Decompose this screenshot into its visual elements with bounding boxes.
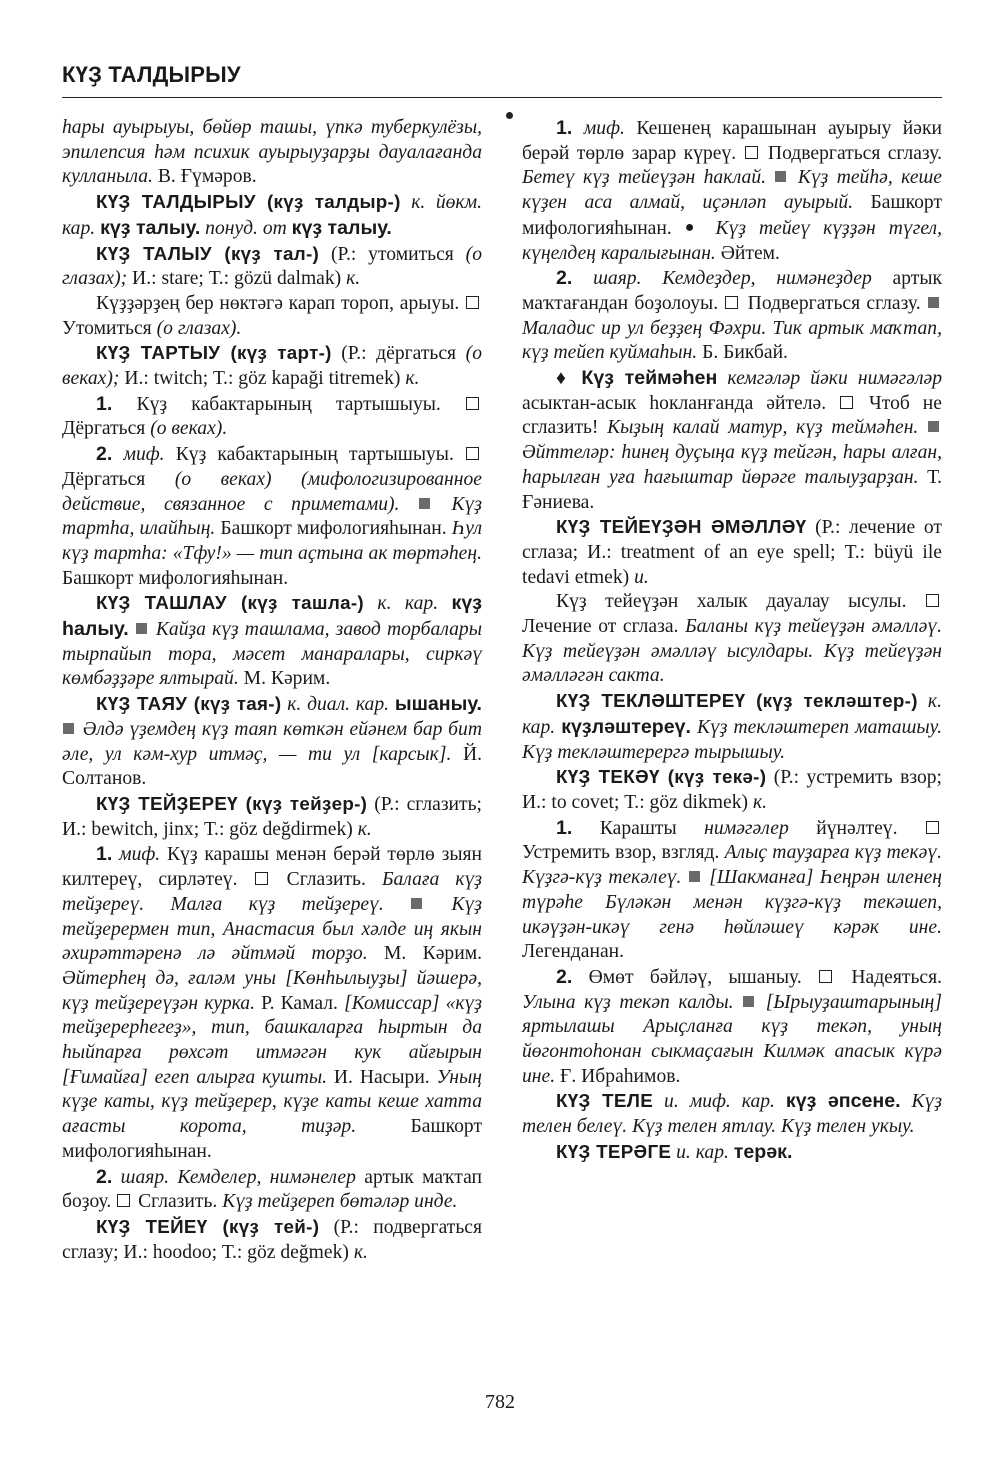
square-icon xyxy=(117,1194,130,1207)
sense-1: 1. миф. Күҙ карашы менән берәй төрлө зыян килтереү, сирләтеү. Сглазить. Балаға күҙ тейҙереү. Малға күҙ тейҙереү. Күҙ тейҙерермен тип, Анастасия был хәлде иң якын әхирәттәренә лә әйтмәй торҙо. М. Кәрим. Әйтерһең дә, ғаләм уны [Көнһылыуҙы] йәшерә, күҙ тейҙереүҙән курка. Р. Камал. [Комиссар] «күҙ тейҙерерһегеҙ», тип, башкаларға һыртын да һыйпарға рөхсәт итмәгән кук айғырын [Ғимайға] егеп алырға кушты. И. Насыри. Уның күҙе каты, күҙ тейҙерер, күҙе каты кеше хатта ағасты корота, тиҙәр. Башкорт мифологияһынан. xyxy=(62,843,483,1162)
square-icon xyxy=(725,296,738,309)
headword: КҮҘ ТЕРӘГЕ xyxy=(556,1140,672,1162)
entry-kuz-teyeu: КҮҘ ТЕЙЕҮ (күҙ тей-) (Р.: подвергаться сглазу; И.: hoodoo; Т.: göz değmek) к. xyxy=(62,1215,482,1263)
example-box-icon xyxy=(928,297,939,308)
definition: Күҙҙәрҙең бер нөктәгә карап тороп, арыуы. Утомиться (о глазах). xyxy=(62,292,482,341)
square-icon xyxy=(466,447,479,460)
headword: КҮҘ ТАЛДЫРЫУ (күҙ талдыр-) xyxy=(96,191,401,213)
example-box-icon xyxy=(63,723,74,734)
sense-2: 2. миф. Күҙ кабактарының тартышыуы. Дёргаться (о веках) (мифологизированное действие, связанное с приметами). Күҙ тартһа, илайһың. Башкорт мифологияһынан. Һул күҙ тартһа: «Тфу!» — тип аҫтына ак төртәһең. Башкорт мифологияһынан. xyxy=(62,443,482,589)
headword: КҮҘ ТЕКӘҮ (күҙ текә-) xyxy=(556,766,767,788)
headword: КҮҘ ТАЯУ (күҙ тая-) xyxy=(96,693,282,715)
sense-1: 1. Күҙ кабактарының тартышыуы. Дёргаться (о веках). xyxy=(62,392,482,442)
square-icon xyxy=(255,872,268,885)
sense-2: 2. шаяр. Кемделер, нимәнелер артык маҡтап боҙоу. Сглазить. Күҙ тейҙереп бөтәләр инде. xyxy=(62,1165,482,1213)
example-box-icon xyxy=(136,623,147,634)
sense-1: 1. миф. Кешенең карашынан ауырыу йәки берәй төрлө зарар күреү. Подвергаться сглазу. Бетеү күҙ тейеүҙән һаклай. Күҙ тейһә, кеше күҙен аса алмай, иҫәнләп ауырый. Башкорт мифологияһынан. ● Күҙ тейеү күҙҙән түгел, күңелдең каралығынан. Әйтем. xyxy=(522,117,943,264)
sense-2: 2. шаяр. Кемдеҙдер, нимәнеҙдер артык маҡтағандан боҙолоуы. Подвергаться сглазу. Маладис ир ул беҙҙең Фәхри. Тик артык маҡтап, күҙ тейеп куймаһын. Б. Бикбай. xyxy=(522,267,942,364)
example-box-icon xyxy=(411,898,422,909)
sense-1: 1. Карашты нимәгәлер йүнәлтеү. Устремить взор, взгляд. Алыҫ тауҙарға күҙ текәү. Күҙгә-күҙ текәлеү. [Шакманға] Һеңрән иленең түрәһе Бүләкән менән күҙгә-күҙ текәшеп, икәүҙән-икәү генә һөйләшеү кәрәк ине. Легенданан. xyxy=(522,816,943,963)
phrase: ♦ Күҙ теймәһен кемгәләр йәки нимәгәләр асыктан-асык һокланғанда әйтелә. Чтоб не сглазить! Кыҙың калай матур, күҙ теймәһен. Әйттеләр: һинең дуҫыңа күҙ тейгән, һары алған, һарылған уға һағыштар йөрәге талыуҙарҙан. Т. Ғәниева. xyxy=(522,367,942,513)
page-number: 782 xyxy=(485,1391,515,1413)
entry-kuz-terage: КҮҘ ТЕРӘГЕ и. кар. терәк. xyxy=(556,1140,793,1163)
square-icon xyxy=(819,970,832,983)
example-box-icon xyxy=(419,498,430,509)
diamond-icon: ♦ xyxy=(556,368,572,390)
square-icon xyxy=(745,146,758,159)
entry-kuz-teyzereu: КҮҘ ТЕЙҘЕРЕҮ (күҙ тейҙер-) (Р.: сглазить; И.: bewitch, jinx; Т.: göz değdirmek) к. xyxy=(62,792,482,840)
headword: КҮҘ ТЕЛЕ xyxy=(556,1090,654,1112)
entry-kuz-tayau: КҮҘ ТАЯУ (күҙ тая-) к. диал. кар. ышаныу. Әлдә үҙемдең күҙ таяп көткән ейәнем бар бит әле, ул кәм-хур итмәҫ, — ти ул [карсык]. Й. Солтанов. xyxy=(62,693,482,790)
square-icon xyxy=(840,396,853,409)
bullet-icon: ● xyxy=(684,218,703,236)
right-column xyxy=(522,116,942,1166)
gutter-dot xyxy=(506,112,513,119)
square-icon xyxy=(466,397,479,410)
example-box-icon xyxy=(689,871,700,882)
entry-kuz-tartyu: КҮҘ ТАРТЫУ (күҙ тарт-) (Р.: дёргаться (о веках); И.: twitch; Т.: göz kapaği titremek) к. xyxy=(62,342,482,390)
headword: КҮҘ ТЕЙҘЕРЕҮ (күҙ тейҙер-) xyxy=(96,792,368,814)
square-icon xyxy=(926,594,939,607)
sense-2: 2. Өмөт бәйләү, ышаныу. Надеяться. Улына күҙ текәп калды. [Ырыуҙаштарының] яртылашы Арыҫланға күҙ текәп, уның йөгонтоһонан сыкмаҫағын Килмәк апасык күрә ине. Ғ. Ибраһимов. xyxy=(522,965,942,1087)
headword: КҮҘ ТАЛЫУ (күҙ тал-) xyxy=(96,242,320,264)
definition: Күҙ тейеүҙән халык дауалау ысулы. Лечение от сглаза. Баланы күҙ тейеүҙән әмәлләү. Күҙ тейеүҙән әмәлләү ысулдары. Күҙ тейеүҙән әмәлләгән сакта. xyxy=(522,591,942,687)
headword: КҮҘ ТАРТЫУ (күҙ тарт-) xyxy=(96,342,332,364)
headword: КҮҘ ТЕЙЕҮ (күҙ тей-) xyxy=(96,1215,320,1237)
headword: КҮҘ ТЕКЛӘШТЕРЕҮ (күҙ текләштер-) xyxy=(556,690,918,712)
headword: КҮҘ ТАШЛАУ (күҙ ташла-) xyxy=(96,592,364,614)
running-head: КҮҘ ТАЛДЫРЫУ xyxy=(62,62,241,87)
square-icon xyxy=(926,821,939,834)
entry-kuz-talyu: КҮҘ ТАЛЫУ (күҙ тал-) (Р.: утомиться (о глазах); И.: stare; Т.: gözü dalmak) к. xyxy=(62,242,482,290)
entry-kuz-teklashtereu: КҮҘ ТЕКЛӘШТЕРЕҮ (күҙ текләштер-) к. кар. күҙләштереү. Күҙ текләштереп маташыу. Күҙ текләштерергә тырышыу. xyxy=(522,690,942,763)
left-column xyxy=(62,116,482,1265)
entry-kuz-tashlau: КҮҘ ТАШЛАУ (күҙ ташла-) к. кар. күҙ һалыу. Кайҙа күҙ ташлама, завод торбалары тырпайып тора, мәсет манаралары, сиркәү көмбәҙҙәре ялтырай. М. Кәрим. xyxy=(62,592,482,690)
example-box-icon xyxy=(743,996,754,1007)
entry-kuz-tekau: КҮҘ ТЕКӘҮ (күҙ текә-) (Р.: устремить взор; И.: to covet; Т.: göz dikmek) к. xyxy=(522,766,942,813)
header-rule xyxy=(62,97,942,98)
example-box-icon xyxy=(928,421,939,432)
square-icon xyxy=(466,296,479,309)
entry-kuz-tele: КҮҘ ТЕЛЕ и. миф. кар. күҙ әпсене. Күҙ телен белеү. Күҙ телен ятлау. Күҙ телен укыу. xyxy=(522,1090,942,1138)
example-box-icon xyxy=(775,171,786,182)
entry-continuation: һары ауырыуы, бөйөр ташы, үпкә туберкулёзы, эпилепсия һәм психик ауырыуҙарҙы дауалағанда кулланыла. В. Ғүмәров. xyxy=(62,117,482,188)
headword: КҮҘ ТЕЙЕҮҘӘН ӘМӘЛЛӘҮ xyxy=(556,516,807,538)
entry-kuz-taldyryu: КҮҘ ТАЛДЫРЫУ (күҙ талдыр-) к. йөкм. кар. күҙ талыу. понуд. от күҙ талыу. xyxy=(62,191,483,239)
entry-kuz-teyeuzen-emelleu: КҮҘ ТЕЙЕҮҘӘН ӘМӘЛЛӘҮ (Р.: лечение от сглаза; И.: treatment of an eye spell; Т.: büyü ile tedavi etmek) и. xyxy=(522,516,942,588)
